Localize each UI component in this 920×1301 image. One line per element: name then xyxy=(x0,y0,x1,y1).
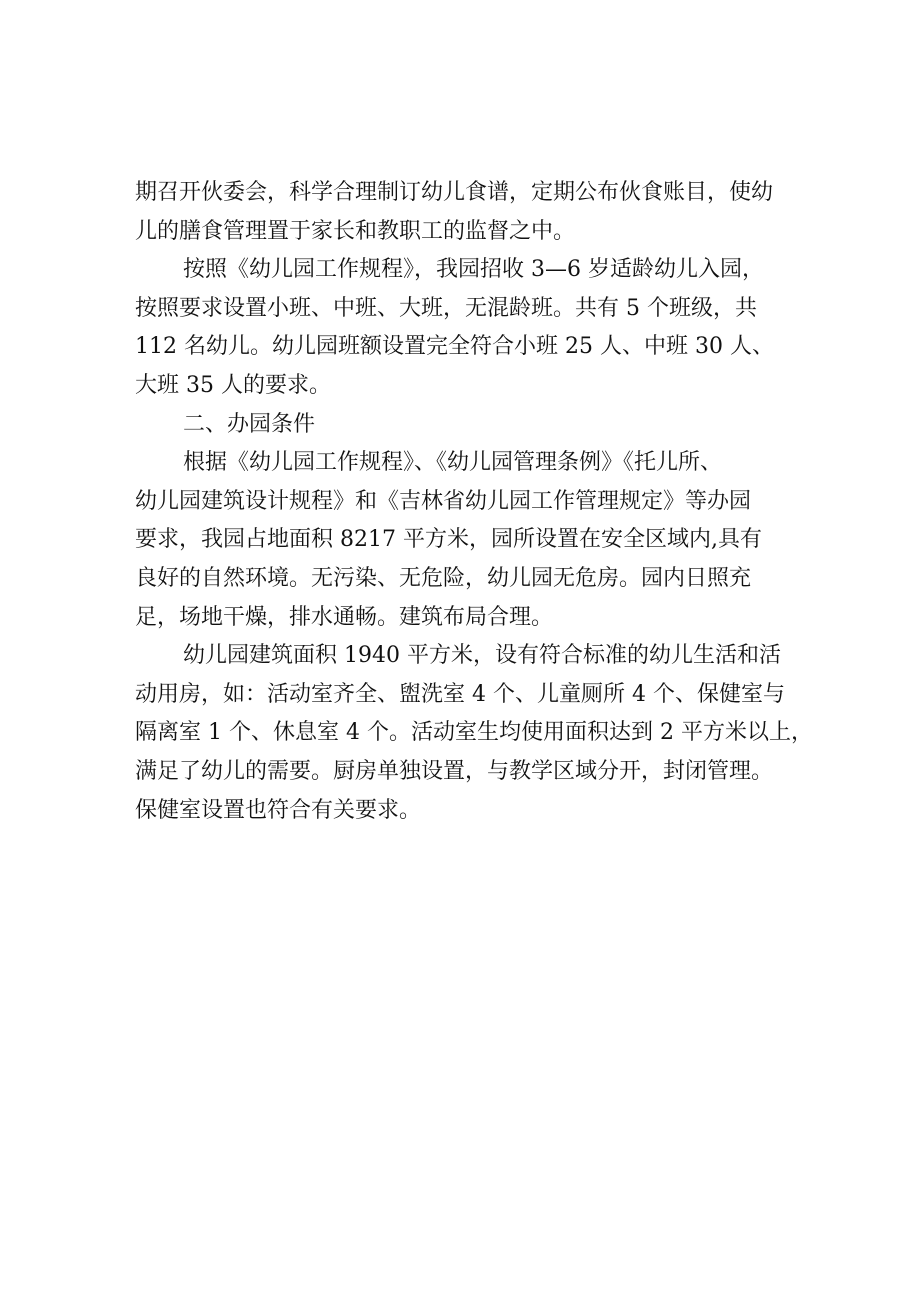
paragraph-line: 隔离室 1 个、休息室 4 个。活动室生均使用面积达到 2 平方米以上， xyxy=(135,720,813,746)
paragraph-line: 112 名幼儿。幼儿园班额设置完全符合小班 25 人、中班 30 人、 xyxy=(135,334,774,360)
paragraph-line: 保健室设置也符合有关要求。 xyxy=(135,797,422,823)
paragraph-line: 根据《幼儿园工作规程》、《幼儿园管理条例》《托儿所、 xyxy=(183,450,723,476)
paragraph-line: 良好的自然环境。无污染、无危险，幼儿园无危房。园内日照充 xyxy=(135,565,752,591)
paragraph-line: 足，场地干燥，排水通畅。建筑布局合理。 xyxy=(135,604,554,630)
document-body xyxy=(135,174,825,830)
paragraph-line: 要求，我园占地面积 8217 平方米，园所设置在安全区域内,具有 xyxy=(135,527,762,553)
paragraph-line: 幼儿园建筑设计规程》和《吉林省幼儿园工作管理规定》等办园 xyxy=(135,488,752,514)
paragraph-line: 按照《幼儿园工作规程》，我园招收 3—6 岁适龄幼儿入园， xyxy=(183,257,764,283)
paragraph-line: 动用房，如：活动室齐全、盥洗室 4 个、儿童厕所 4 个、保健室与 xyxy=(135,681,785,707)
paragraph-line: 大班 35 人的要求。 xyxy=(135,372,331,398)
paragraph-line: 按照要求设置小班、中班、大班，无混龄班。共有 5 个班级，共 xyxy=(135,295,757,321)
paragraph-line: 期召开伙委会，科学合理制订幼儿食谱，定期公布伙食账目，使幼 xyxy=(135,180,774,205)
paragraph-line: 儿的膳食管理置于家长和教职工的监督之中。 xyxy=(135,218,576,244)
paragraph-line: 满足了幼儿的需要。厨房单独设置，与教学区域分开，封闭管理。 xyxy=(135,758,774,784)
section-heading: 二、办园条件 xyxy=(183,411,316,437)
paragraph-line: 幼儿园建筑面积 1940 平方米，设有符合标准的幼儿生活和活 xyxy=(183,643,781,669)
